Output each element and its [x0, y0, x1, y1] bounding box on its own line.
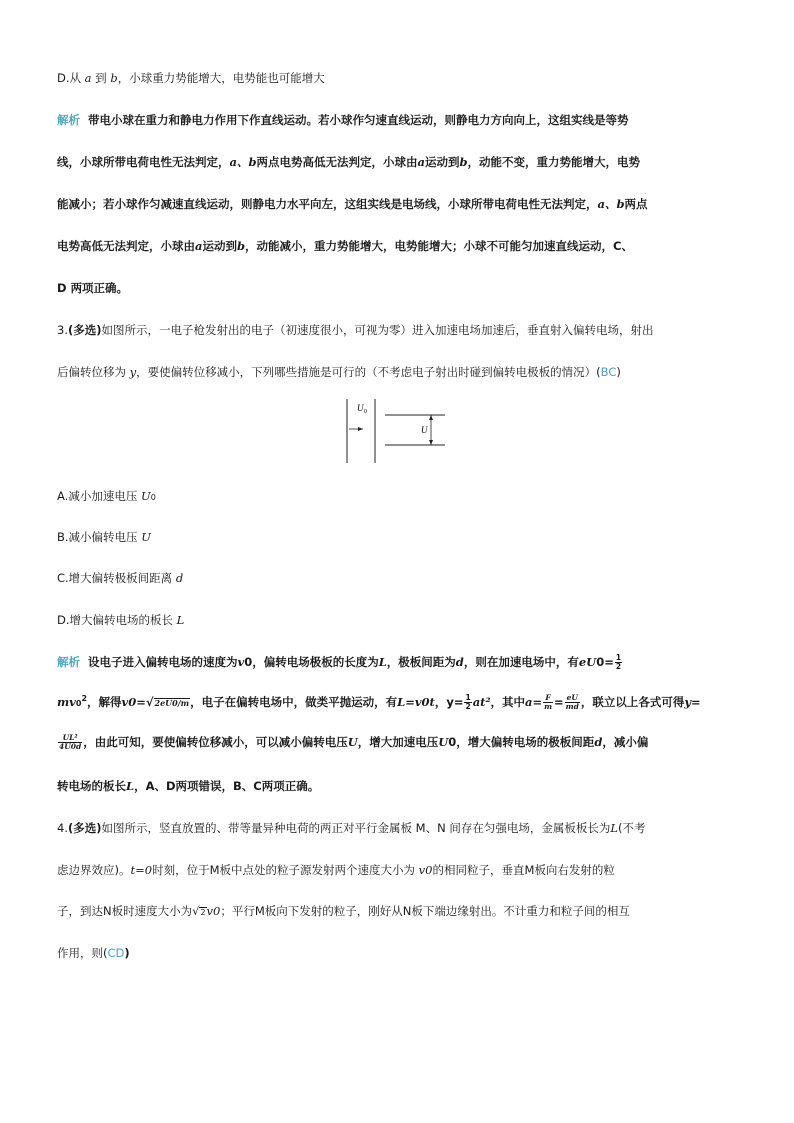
analysis2-line3: $\frac{\text{UL²}}{4U0d}$ ，由此可知，要使偏转位移减小，可以减小偏转电压U，增大加速电压U0，增大偏转电场的极板间距d，减小偏	[59, 733, 649, 751]
q3-answer: BC	[600, 365, 617, 379]
analysis1-line3: 能减小；若小球作匀减速直线运动，则静电力水平向左，这组实线是电场线，小球所带电荷电性无法判定，a、b两点	[57, 197, 648, 211]
q3-option-a[interactable]: A.减小加速电压 U0	[57, 489, 156, 503]
q3-option-c[interactable]: C.增大偏转极板间距离 d	[57, 571, 184, 585]
analysis-tag: 解析	[57, 113, 80, 127]
analysis1-line5: D 两项正确。	[57, 281, 129, 295]
analysis2-line2: $mv0^2$，解得v0=√2eU0/m，电子在偏转电场中，做类平抛运动，有L=v0t，y= $\frac{1}{2}$ at²，其中a= $\frac{F}{m}$ = $\frac{eU}{md}$ ，联立以上各式可得y=	[57, 693, 701, 711]
q3-option-d[interactable]: D.增大偏转电场的板长 L	[57, 613, 185, 627]
analysis1-line4: 电势高低无法判定，小球由a运动到b，动能减小，重力势能增大，电势能增大；小球不可能匀加速直线运动，C、	[57, 239, 633, 253]
q3-line1: 3.(多选)如图所示，一电子枪发射出的电子（初速度很小，可视为零）进入加速电场加速后，垂直射入偏转电场，射出	[57, 323, 654, 337]
q4-line1: 4.(多选)如图所示，竖直放置的、带等量异种电荷的两正对平行金属板 M、N 间存在匀强电场，金属板板长为L(不考	[57, 821, 646, 835]
analysis2-line1: 解析 设电子进入偏转电场的速度为v0，偏转电场极板的长度为L，极板间距为d，则在加速电场中，有eU0= $\frac{1}{2}$	[57, 653, 622, 671]
q3-figure	[345, 397, 451, 465]
q4-answer: CD	[107, 946, 125, 960]
q4-line3: 子，到达N板时速度大小为√2v0；平行M板向下发射的粒子，刚好从N板下端边缘射出。不计重力和粒子间的相互	[57, 904, 630, 918]
electron-gun-diagram	[345, 397, 451, 465]
q4-line2: 虑边界效应)。t=0时刻，位于M板中点处的粒子源发射两个速度大小为 v0的相同粒子，垂直M板向右发射的粒	[57, 863, 615, 877]
u0-label: U	[357, 403, 364, 413]
analysis2-line4: 转电场的板长L，A、D两项错误，B、C两项正确。	[57, 779, 320, 793]
u-label: U	[421, 425, 428, 435]
analysis1-line1: 解析 带电小球在重力和静电力作用下作直线运动。若小球作匀速直线运动，则静电力方向向上，这组实线是等势	[57, 113, 629, 127]
q3-option-b[interactable]: B.减小偏转电压 U	[57, 530, 151, 544]
option-d-line: D.从 a 到 b，小球重力势能增大，电势能也可能增大	[57, 71, 325, 85]
q3-line2: 后偏转位移为 y，要使偏转位移减小，下列哪些措施是可行的（不考虑电子射出时碰到偏转电极板的情况）(BC)	[57, 365, 621, 379]
q4-line4: 作用，则(CD)	[57, 946, 130, 960]
analysis1-line2: 线，小球所带电荷电性无法判定，a、b两点电势高低无法判定，小球由a运动到b，动能不变，重力势能增大，电势	[57, 155, 640, 169]
svg-text:0: 0	[364, 409, 367, 415]
